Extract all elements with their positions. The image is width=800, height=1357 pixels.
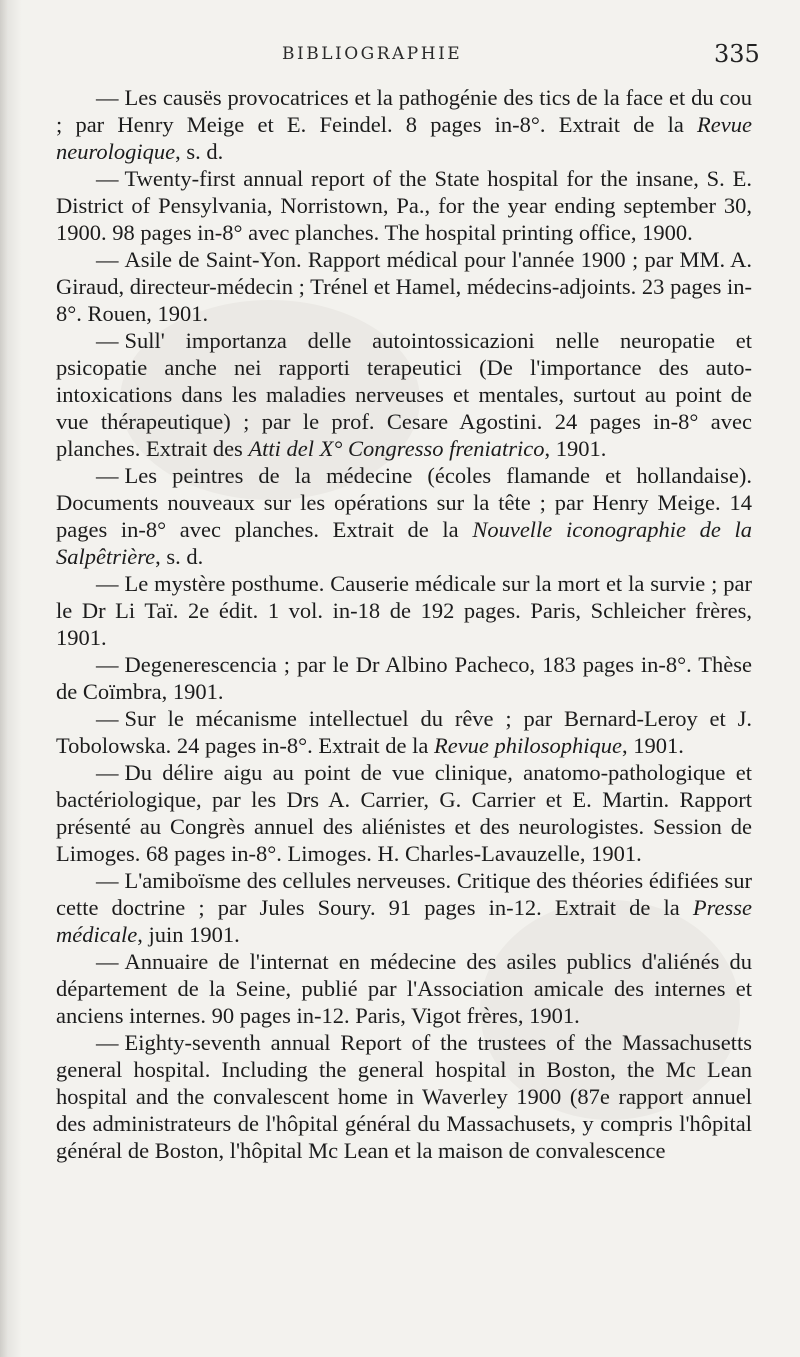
entry-text: Sull' importanza delle autointossicazioni nelle neuropatie et psicopatie anche nei rapporti terapeutici (De l'importance des auto-intoxications dans les maladies nerveuses et mentales, surtout au point de vue thérapeutique) ; par le prof. Cesare Agostini. 24 pages in-8° avec planches. Extrait des xyxy=(56,328,752,461)
entry-text: Eighty-seventh annual Report of the trustees of the Massachusetts general hospital. Including the general hospital in Boston, the Mc Lean hospital and the convalescent home in Waverley 1900 (87e rapport annuel des administrateurs de l'hôpital général du Massachusets, y compris l'hôpital général de Boston, l'hôpital Mc Lean et la maison de convalescence xyxy=(56,1030,752,1163)
bibliography-entry xyxy=(56,948,752,1029)
bibliography-entry xyxy=(56,651,752,705)
bibliography-entry xyxy=(56,759,752,867)
bibliography-entry xyxy=(56,1029,752,1164)
entry-text-tail: , 1901. xyxy=(622,733,684,758)
bibliography-list xyxy=(56,84,752,1164)
page-number: 335 xyxy=(714,40,760,68)
bibliography-entry xyxy=(56,705,752,759)
entry-text: Les peintres de la médecine (écoles flamande et hollandaise). Documents nouveaux sur les opérations sur la tête ; par Henry Meige. 14 pages in-8° avec planches. Extrait de la xyxy=(56,463,752,542)
entry-dash: — xyxy=(96,463,119,488)
entry-text: Sur le mécanisme intellectuel du rêve ; par Bernard-Leroy et J. Tobolowska. 24 pages in-8°. Extrait de la xyxy=(56,706,752,758)
entry-dash: — xyxy=(96,1030,119,1055)
entry-dash: — xyxy=(96,85,119,110)
bibliography-entry xyxy=(56,84,752,165)
running-head: BIBLIOGRAPHIE xyxy=(282,44,463,64)
entry-text: L'amiboïsme des cellules nerveuses. Critique des théories édifiées sur cette doctrine ; par Jules Soury. 91 pages in-12. Extrait de la xyxy=(56,868,752,920)
entry-dash: — xyxy=(96,166,119,191)
bibliography-entry xyxy=(56,570,752,651)
entry-dash: — xyxy=(96,652,119,677)
entry-dash: — xyxy=(96,328,119,353)
entry-text: Asile de Saint-Yon. Rapport médical pour l'année 1900 ; par MM. A. Giraud, directeur-médecin ; Trénel et Hamel, médecins-adjoints. 23 pages in-8°. Rouen, 1901. xyxy=(56,247,752,326)
entry-text: Annuaire de l'internat en médecine des asiles publics d'aliénés du département de la Seine, publié par l'Association amicale des internes et anciens internes. 90 pages in-12. Paris, Vigot frères, 1901. xyxy=(56,949,752,1028)
bibliography-entry xyxy=(56,246,752,327)
entry-text: Le mystère posthume. Causerie médicale sur la mort et la survie ; par le Dr Li Taï. 2e édit. 1 vol. in-18 de 192 pages. Paris, Schleicher frères, 1901. xyxy=(56,571,752,650)
entry-source-title: Nouvelle iconographie de la Salpêtrière xyxy=(56,517,752,569)
entry-dash: — xyxy=(96,247,119,272)
bibliography-entry xyxy=(56,327,752,462)
entry-text: Les causës provocatrices et la pathogénie des tics de la face et du cou ; par Henry Meige et E. Feindel. 8 pages in-8°. Extrait de la xyxy=(56,85,752,137)
entry-text: Degenerescencia ; par le Dr Albino Pacheco, 183 pages in-8°. Thèse de Coïmbra, 1901. xyxy=(56,652,752,704)
entry-dash: — xyxy=(96,760,119,785)
page-header xyxy=(0,40,800,70)
entry-text-tail: , s. d. xyxy=(155,544,204,569)
bibliography-entry xyxy=(56,165,752,246)
entry-dash: — xyxy=(96,571,119,596)
entry-dash: — xyxy=(96,706,119,731)
bibliography-entry xyxy=(56,462,752,570)
entry-text: Twenty-first annual report of the State hospital for the insane, S. E. District of Pensylvania, Norristown, Pa., for the year ending september 30, 1900. 98 pages in-8° avec planches. The hospital printing office, 1900. xyxy=(56,166,752,245)
bibliography-entry xyxy=(56,867,752,948)
entry-text: Du délire aigu au point de vue clinique, anatomo-pathologique et bactériologique, par les Drs A. Carrier, G. Carrier et E. Martin. Rapport présenté au Congrès annuel des aliénistes et des neurologistes. Session de Limoges. 68 pages in-8°. Limoges. H. Charles-Lavauzelle, 1901. xyxy=(56,760,752,866)
entry-dash: — xyxy=(96,868,119,893)
entry-text-tail: , s. d. xyxy=(175,139,224,164)
entry-source-title: Atti del X° Congresso freniatrico xyxy=(248,436,545,461)
entry-dash: — xyxy=(96,949,119,974)
entry-source-title: Revue neurologique xyxy=(56,112,752,164)
entry-text-tail: , 1901. xyxy=(544,436,607,461)
entry-text-tail: , juin 1901. xyxy=(137,922,240,947)
entry-source-title: Presse médicale xyxy=(56,895,752,947)
entry-source-title: Revue philosophique xyxy=(433,733,623,758)
